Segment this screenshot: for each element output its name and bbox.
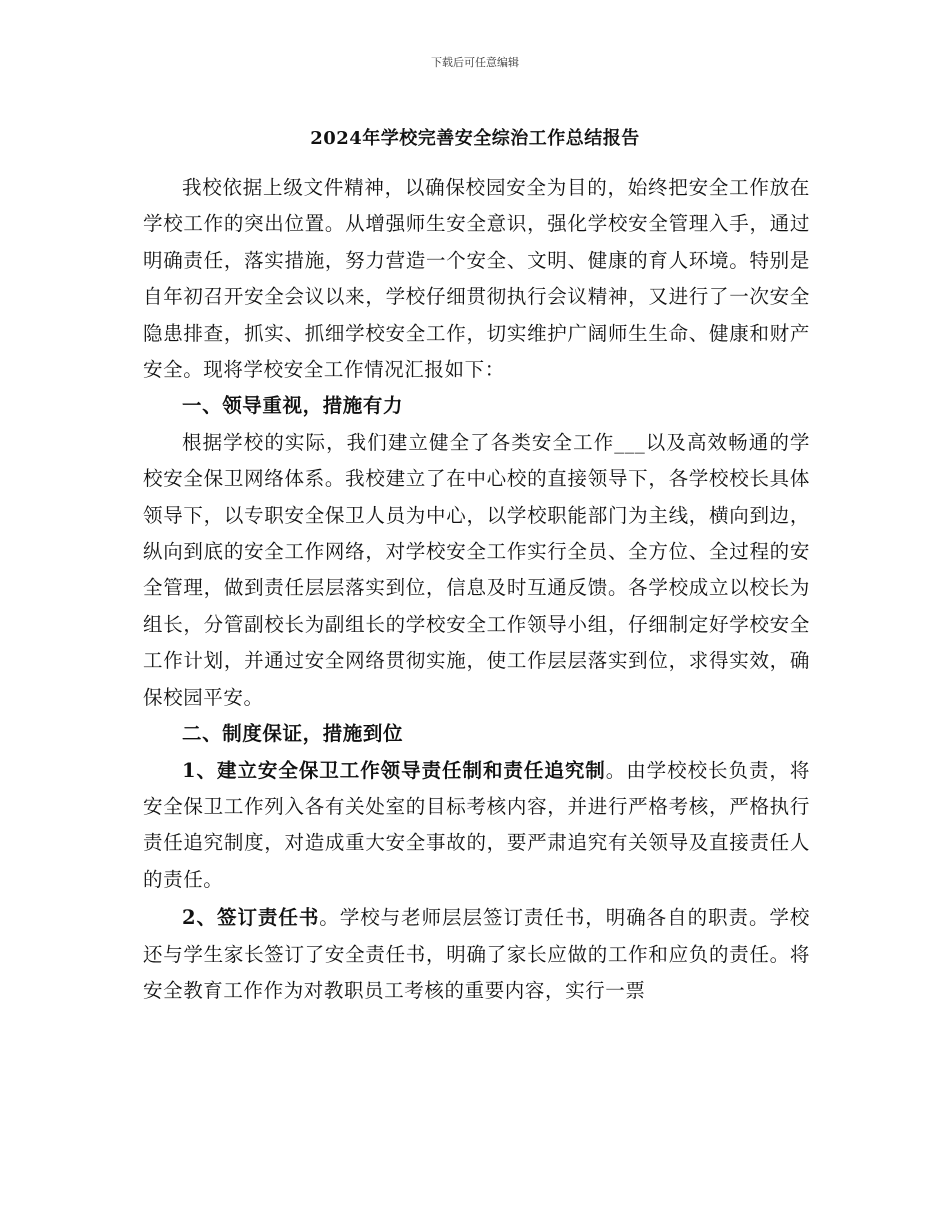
document-title: 2024年学校完善安全综治工作总结报告 [310, 128, 640, 149]
document-body [143, 170, 810, 1009]
section1-paragraph: 根据学校的实际，我们建立健全了各类安全工作___以及高效畅通的学校安全保卫网络体系。我校建立了在中心校的直接领导下，各学校校长具体领导下，以专职安全保卫人员为中心，以学校职能部门为主线，横向到边，纵向到底的安全工作网络，对学校安全工作实行全员、全方位、全过程的安全管理，做到责任层层落实到位，信息及时互通反馈。各学校成立以校长为组长，分管副校长为副组长的学校安全工作领导小组，仔细制定好学校安全工作计划，并通过安全网络贯彻实施，使工作层层落实到位，求得实效，确保校园平安。 [143, 430, 810, 709]
item2-text: 。学校与老师层层签订责任书，明确各自的职责。学校还与学生家长签订了安全责任书，明确了家长应做的工作和应负的责任。将安全教育工作作为对教职员工考核的重要内容，实行一票 [143, 906, 810, 1002]
intro-paragraph: 我校依据上级文件精神，以确保校园安全为目的，始终把安全工作放在学校工作的突出位置。从增强师生安全意识，强化学校安全管理入手，通过明确责任，落实措施，努力营造一个安全、文明、健康的育人环境。特别是自年初召开安全会议以来，学校仔细贯彻执行会议精神，又进行了一次安全隐患排查，抓实、抓细学校安全工作，切实维护广阔师生生命、健康和财产安全。现将学校安全工作情况汇报如下： [143, 176, 810, 382]
section2-item2-paragraph [143, 900, 810, 1009]
section2-item1-paragraph [143, 753, 810, 899]
item1-text: 。由学校校长负责，将安全保卫工作列入各有关处室的目标考核内容，并进行严格考核，严格执行责任追究制度，对造成重大安全事故的，要严肃追究有关领导及直接责任人的责任。 [143, 758, 810, 891]
section2-heading: 二、制度保证，措施到位 [182, 722, 404, 746]
section1-heading: 一、领导重视，措施有力 [182, 394, 404, 418]
item1-lead: 1、建立安全保卫工作领导责任制和责任追究制 [182, 758, 606, 782]
header-note: 下载后可任意编辑 [431, 56, 519, 69]
item2-lead: 2、签订责任书 [182, 906, 320, 930]
